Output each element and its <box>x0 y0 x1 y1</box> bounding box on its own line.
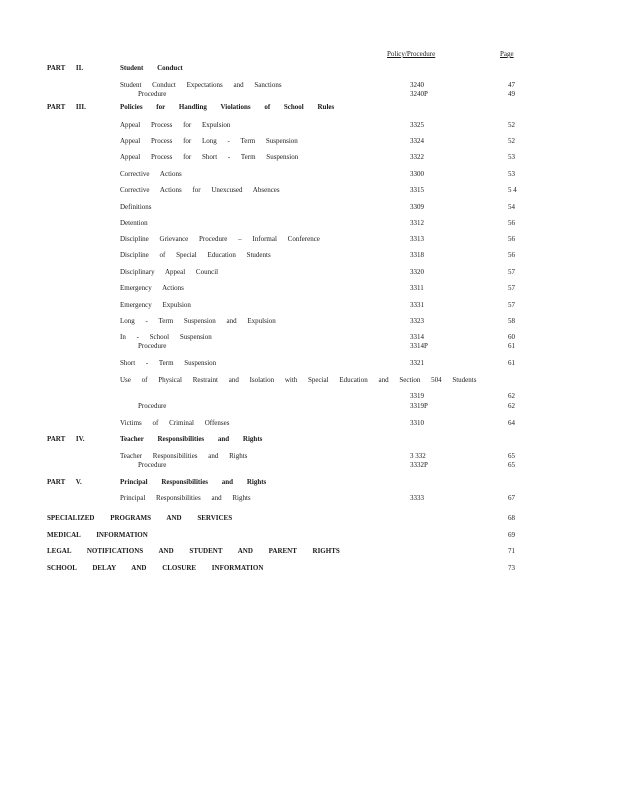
toc-entry <box>0 137 618 147</box>
entry-title: Long - Term Suspension and Expulsion <box>120 317 276 325</box>
part-title: Student Conduct <box>120 64 183 72</box>
toc-entry <box>0 186 618 196</box>
entry-page: 61 <box>508 359 515 367</box>
section-title: SPECIALIZED PROGRAMS AND SERVICES <box>47 514 233 522</box>
entry-title: Corrective Actions for Unexcused Absences <box>120 186 280 194</box>
entry-code: 3319P <box>410 402 428 410</box>
entry-code: 3320 <box>410 268 424 276</box>
entry-title: Student Conduct Expectations and Sanctions <box>120 81 282 89</box>
toc-entry <box>0 376 618 386</box>
entry-page: 47 <box>508 81 515 89</box>
entry-title: Principal Responsibilities and Rights <box>120 494 251 502</box>
entry-page: 52 <box>508 137 515 145</box>
toc-entry <box>0 121 618 131</box>
entry-title: In - School Suspension <box>120 333 212 341</box>
toc-entry <box>0 219 618 229</box>
toc-entry <box>0 284 618 294</box>
entry-page: 53 <box>508 170 515 178</box>
entry-title: Appeal Process for Expulsion <box>120 121 231 129</box>
entry-page: 53 <box>508 153 515 161</box>
entry-code: 3309 <box>410 203 424 211</box>
entry-sub: Procedure <box>138 402 167 410</box>
entry-code: 3332P <box>410 461 428 469</box>
entry-title: Victims of Criminal Offenses <box>120 419 230 427</box>
entry-page: 65 <box>508 452 515 460</box>
entry-page: 56 <box>508 219 515 227</box>
entry-page: 64 <box>508 419 515 427</box>
toc-section-row <box>0 547 618 557</box>
entry-code: 3310 <box>410 419 424 427</box>
entry-code: 3314 <box>410 333 424 341</box>
entry-code: 3 332 <box>410 452 426 460</box>
entry-page: 62 <box>508 392 515 400</box>
toc-part-row <box>0 103 618 113</box>
page-column-header: Page <box>500 50 514 58</box>
entry-code: 3240P <box>410 90 428 98</box>
toc-entry <box>0 251 618 261</box>
entry-title: Corrective Actions <box>120 170 182 178</box>
entry-title: Disciplinary Appeal Council <box>120 268 219 276</box>
toc-part-row <box>0 435 618 445</box>
entry-code: 3322 <box>410 153 424 161</box>
entry-code: 3325 <box>410 121 424 129</box>
entry-title: Discipline of Special Education Students <box>120 251 271 259</box>
entry-page: 62 <box>508 402 515 410</box>
entry-page: 67 <box>508 494 515 502</box>
part-label: PART II. <box>47 64 84 72</box>
toc-part-row <box>0 478 618 488</box>
entry-page: 61 <box>508 342 515 350</box>
entry-page: 58 <box>508 317 515 325</box>
part-title: Teacher Responsibilities and Rights <box>120 435 263 443</box>
entry-code: 3319 <box>410 392 424 400</box>
entry-title: Appeal Process for Long - Term Suspension <box>120 137 298 145</box>
entry-page: 49 <box>508 90 515 98</box>
entry-page: 57 <box>508 268 515 276</box>
entry-title: Use of Physical Restraint and Isolation with Special Education and Section 504 Students <box>120 376 477 384</box>
entry-title: Definitions <box>120 203 152 211</box>
entry-sub: Procedure <box>138 90 167 98</box>
section-page: 71 <box>508 547 515 555</box>
toc-entry <box>0 359 618 369</box>
toc-entry <box>0 235 618 245</box>
entry-code: 3312 <box>410 219 424 227</box>
toc-entry <box>0 392 618 402</box>
toc-entry-sub <box>0 90 618 100</box>
entry-title: Emergency Actions <box>120 284 184 292</box>
toc-entry <box>0 494 618 504</box>
entry-code: 3318 <box>410 251 424 259</box>
toc-entry-sub <box>0 461 618 471</box>
entry-title: Teacher Responsibilities and Rights <box>120 452 248 460</box>
entry-code: 3314P <box>410 342 428 350</box>
section-title: LEGAL NOTIFICATIONS AND STUDENT AND PARENT RIGHTS <box>47 547 340 555</box>
part-title: Policies for Handling Violations of School Rules <box>120 103 335 111</box>
section-title: MEDICAL INFORMATION <box>47 531 148 539</box>
entry-code: 3300 <box>410 170 424 178</box>
entry-page: 60 <box>508 333 515 341</box>
toc-section-row <box>0 514 618 524</box>
entry-title: Short - Term Suspension <box>120 359 217 367</box>
entry-code: 3321 <box>410 359 424 367</box>
section-page: 68 <box>508 514 515 522</box>
entry-title: Appeal Process for Short - Term Suspension <box>120 153 299 161</box>
part-label: PART III. <box>47 103 86 111</box>
entry-code: 3323 <box>410 317 424 325</box>
entry-code: 3333 <box>410 494 424 502</box>
entry-sub: Procedure <box>138 342 167 350</box>
policy-column-header: Policy/Procedure <box>387 50 436 58</box>
section-title: SCHOOL DELAY AND CLOSURE INFORMATION <box>47 564 264 572</box>
entry-page: 5 4 <box>508 186 517 194</box>
toc-entry <box>0 419 618 429</box>
entry-page: 57 <box>508 284 515 292</box>
entry-page: 57 <box>508 301 515 309</box>
toc-entry <box>0 153 618 163</box>
part-title: Principal Responsibilities and Rights <box>120 478 267 486</box>
entry-page: 54 <box>508 203 515 211</box>
toc-entry <box>0 301 618 311</box>
entry-code: 3311 <box>410 284 424 292</box>
section-page: 69 <box>508 531 515 539</box>
entry-page: 65 <box>508 461 515 469</box>
entry-code: 3313 <box>410 235 424 243</box>
entry-sub: Procedure <box>138 461 167 469</box>
entry-code: 3331 <box>410 301 424 309</box>
section-page: 73 <box>508 564 515 572</box>
entry-title: Emergency Expulsion <box>120 301 191 309</box>
entry-page: 56 <box>508 235 515 243</box>
toc-entry <box>0 170 618 180</box>
entry-title: Discipline Grievance Procedure – Informal Conference <box>120 235 320 243</box>
entry-code: 3240 <box>410 81 424 89</box>
entry-code: 3315 <box>410 186 424 194</box>
toc-part-row <box>0 64 618 74</box>
part-label: PART IV. <box>47 435 85 443</box>
entry-title: Detention <box>120 219 148 227</box>
toc-entry <box>0 317 618 327</box>
entry-page: 56 <box>508 251 515 259</box>
toc-entry-sub <box>0 402 618 412</box>
part-label: PART V. <box>47 478 82 486</box>
toc-section-row <box>0 531 618 541</box>
entry-page: 52 <box>508 121 515 129</box>
toc-section-row <box>0 564 618 574</box>
toc-entry <box>0 203 618 213</box>
entry-code: 3324 <box>410 137 424 145</box>
toc-entry-sub <box>0 342 618 352</box>
toc-entry <box>0 268 618 278</box>
